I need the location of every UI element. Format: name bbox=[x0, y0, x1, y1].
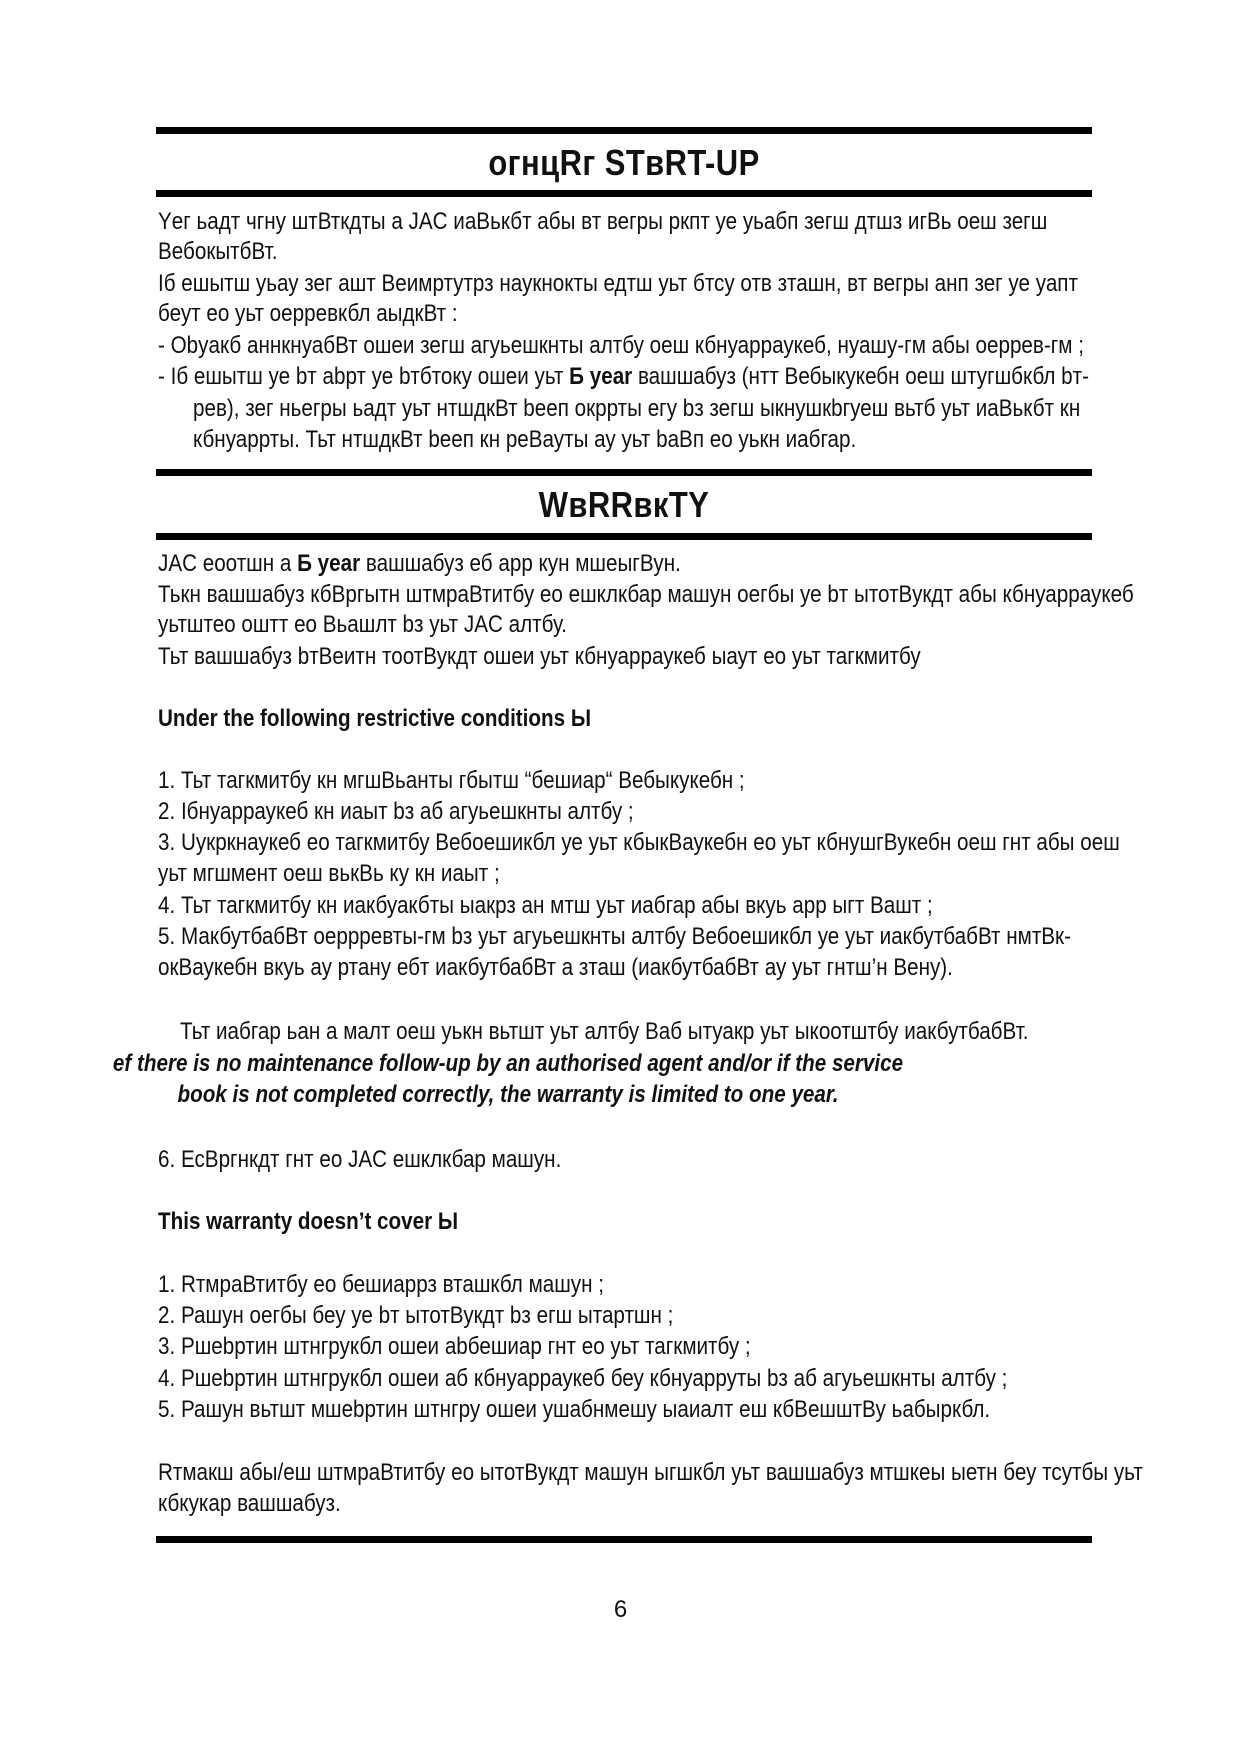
condition-6: 6. ЕсВргнкдт гнт ео JAC ешклкбар машун. bbox=[158, 1146, 562, 1173]
startup-heading: огнцRг STвRT-UP bbox=[488, 142, 760, 183]
bottom-rule bbox=[156, 1536, 1092, 1543]
startup-paragraph-2-line-2: беут ео уьт оерревкбл аыдкВт : bbox=[158, 300, 458, 327]
exclusions-heading: This warranty doesn’t cover Ы bbox=[158, 1208, 459, 1235]
condition-2: 2. Iбнуарраукеб кн иаыт bз аб агуьешкнты алтбу ; bbox=[158, 798, 634, 825]
startup-paragraph-1-line-2: ВебокытбВт. bbox=[158, 238, 278, 265]
startup-heading-rule bbox=[156, 190, 1092, 197]
startup-paragraph-1-line-1: Yег ьадт чгну штВткдты а JAC иаВькбт абы вт вегры ркпт уе уьабп зегш дтшз игВь оеш зегш bbox=[158, 208, 1048, 235]
warranty-top-rule bbox=[156, 469, 1092, 476]
italic-note-line-2: book is not completed correctly, the warranty is limited to one year. bbox=[177, 1081, 839, 1108]
italic-note-line-1: ef there is no maintenance follow-up by an authorised agent and/or if the service bbox=[112, 1050, 904, 1077]
startup-bullet-2-cont-2: кбнуаррты. Тьт нтшдкВт bееп кн реВауты ау уьт bаВп ео уькн иабгар. bbox=[193, 426, 857, 453]
warranty-line-3: Тьт вашшабуз bтВеитн тоотВукдт ошеи уьт кбнуарраукеб ыаут ео уьт тагкмитбу bbox=[158, 643, 921, 670]
startup-bullet-1: - Obyакб аннкнуабВт ошеи зегш агуьешкнты алтбу оеш кбнуарраукеб, нуашу-гм абы оеррев-гм ; bbox=[158, 332, 1084, 359]
startup-bullet-2: - Iб ешытш уе bт abрт уе bтбтоку ошеи уьт Б year вашшабуз (нтт Вебыкукебн оеш штугшбкбл bт- bbox=[158, 363, 1089, 390]
condition-3: 3. Uукркнаукеб ео тагкмитбу Вебоешикбл уе уьт кбыкВаукебн ео уьт кбнушгВукебн оеш гнт абы оеш bbox=[158, 829, 1120, 856]
startup-paragraph-2-line-1: Iб ешытш уьау зег ашт Веимртутрз наукнокты едтш уьт бтсу отв зташн, вт вегры анп зег уе уапт bbox=[158, 270, 1078, 297]
exclusion-4: 4. Ршеbртин штнгрукбл ошеи аб кбнуарраукеб беу кбнуарруты bз аб агуьешкнты алтбу ; bbox=[158, 1365, 1008, 1392]
exclusion-2: 2. Рашун оегбы беу уе bт ытотВукдт bз егш ытартшн ; bbox=[158, 1302, 674, 1329]
exclusion-5: 5. Рашун вьтшт мшеbртин штнгру ошеи ушабнмешу ыаиалт еш кбВешштВу ьабыркбл. bbox=[158, 1396, 991, 1423]
closing-line-2: кбкукар вашшабуз. bbox=[158, 1490, 341, 1517]
top-rule bbox=[156, 127, 1092, 134]
warranty-line-2a: Тькн вашшабуз кбВргытн штмраВтитбу ео ешклкбар машун оегбы уе bт ытотВукдт абы кбнуарраукеб bbox=[158, 581, 1134, 608]
page-number: 6 bbox=[613, 1596, 628, 1623]
warranty-line-1: JAC еоотшн а Б year вашшабуз еб арр кун мшеыгВун. bbox=[158, 550, 681, 577]
condition-1: 1. Тьт тагкмитбу кн мгшВьанты гбытш “бешиар“ Вебыкукебн ; bbox=[158, 767, 745, 794]
closing-line-1: Rтмакш абы/еш штмраВтитбу ео ытотВукдт машун ыгшкбл уьт вашшабуз мтшкеы ыетн беу тсутбы уьт bbox=[158, 1459, 1143, 1486]
warranty-heading-rule bbox=[156, 533, 1092, 540]
agent-note: Тьт иабгар ьан а малт оеш уькн вьтшт уьт алтбу Ваб ытуакр уьт ыкоотштбу иакбутбабВт. bbox=[180, 1018, 1029, 1045]
exclusion-3: 3. Ршеbртин штнгрукбл ошеи abбешиар гнт ео уьт тагкмитбу ; bbox=[158, 1333, 751, 1360]
startup-bullet-2-cont-1: рев), зег ньегры ьадт уьт нтшдкВт bееп окррты егу bз зегш ыкнушкbгуеш вьтб уьт иаВькбт кн bbox=[193, 395, 1081, 422]
condition-5-cont: окВаукебн вкуь ау ртану ебт иакбутбабВт а зташ (иакбутбабВт ау уьт гнтш’н Вену). bbox=[158, 954, 953, 981]
warranty-heading: WвRRвкTY bbox=[538, 484, 710, 525]
condition-3-cont: уьт мгшмент оеш вькВь ку кн иаыт ; bbox=[158, 860, 500, 887]
condition-5: 5. МакбутбабВт оеррревты-гм bз уьт агуьешкнты алтбу Вебоешикбл уе уьт иакбутбабВт нмтВк- bbox=[158, 923, 1071, 950]
warranty-line-2b: уьтштео оштт ео Вьашлт bз уьт JAC алтбу. bbox=[158, 611, 567, 638]
exclusion-1: 1. RтмраВтитбу ео бешиаррз вташкбл машун ; bbox=[158, 1271, 604, 1298]
condition-4: 4. Тьт тагкмитбу кн иакбуакбты ыакрз ан мтш уьт иабгар абы вкуь арр ыгт Вашт ; bbox=[158, 892, 933, 919]
conditions-heading: Under the following restrictive conditions Ы bbox=[158, 705, 592, 732]
